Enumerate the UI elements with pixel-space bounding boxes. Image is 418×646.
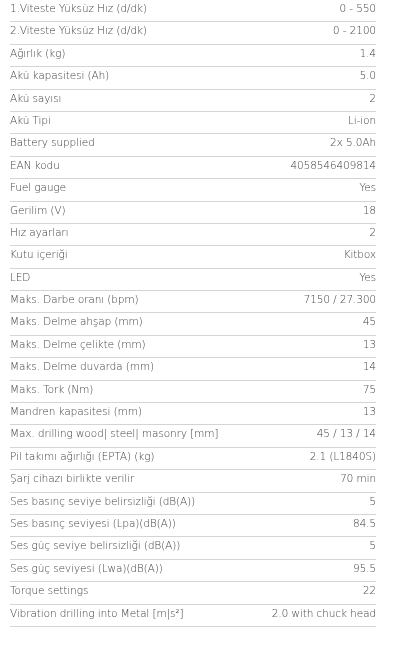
spec-label: 2.Viteste Yüksüz Hız (d/dk): [10, 25, 147, 38]
spec-row: [10, 22, 376, 44]
spec-label: EAN kodu: [10, 159, 60, 172]
spec-label: Ses güç seviye belirsizliği (dB(A)): [10, 540, 181, 553]
spec-label: Akü kapasitesi (Ah): [10, 70, 110, 83]
spec-row: [10, 90, 376, 112]
spec-label: Ses basınç seviye belirsizliği (dB(A)): [10, 495, 196, 508]
spec-row: [10, 269, 376, 291]
spec-label: Battery supplied: [10, 137, 95, 150]
spec-label: Ağırlık (kg): [10, 47, 66, 60]
spec-row: [10, 0, 376, 22]
spec-row: [10, 381, 376, 403]
spec-value: 5: [369, 495, 376, 508]
spec-label: Maks. Delme çelikte (mm): [10, 338, 146, 351]
spec-value: Li-ion: [348, 114, 376, 127]
spec-value: 4058546409814: [290, 159, 376, 172]
spec-label: 1.Viteste Yüksüz Hız (d/dk): [10, 3, 147, 15]
specifications-table: [10, 0, 376, 627]
spec-label: Pil takımı ağırlığı (EPTA) (kg): [10, 450, 155, 463]
spec-row: [10, 336, 376, 358]
spec-value: 70 min: [340, 473, 376, 486]
spec-label: Mandren kapasitesi (mm): [10, 406, 142, 419]
spec-row: [10, 112, 376, 134]
spec-value: 2x 5.0Ah: [330, 137, 376, 150]
spec-value: 2.0 with chuck head: [271, 607, 376, 620]
spec-row: [10, 358, 376, 380]
spec-label: Kutu içeriği: [10, 249, 68, 262]
spec-value: 13: [362, 338, 376, 351]
spec-row: [10, 537, 376, 559]
spec-row: [10, 179, 376, 201]
spec-value: Yes: [359, 182, 376, 195]
spec-value: 84.5: [353, 517, 376, 530]
spec-value: 45: [362, 316, 376, 329]
spec-row: [10, 313, 376, 335]
spec-row: [10, 157, 376, 179]
spec-label: Vibration drilling into Metal [m|s²]: [10, 607, 184, 620]
spec-row: [10, 425, 376, 447]
spec-row: [10, 403, 376, 425]
spec-value: Yes: [359, 271, 376, 284]
spec-value: 18: [362, 204, 376, 217]
spec-row: [10, 582, 376, 604]
spec-value: 14: [362, 361, 376, 374]
spec-value: 95.5: [353, 562, 376, 575]
spec-value: 75: [362, 383, 376, 396]
spec-value: 7150 / 27.300: [303, 294, 376, 307]
spec-value: 2: [369, 226, 376, 239]
spec-label: Ses güç seviyesi (Lwa)(dB(A)): [10, 562, 163, 575]
spec-label: Akü Tipi: [10, 114, 51, 127]
spec-label: Hız ayarları: [10, 226, 69, 239]
spec-label: Şarj cihazı birlikte verilir: [10, 473, 135, 486]
spec-row: [10, 45, 376, 67]
spec-label: Fuel gauge: [10, 182, 66, 195]
spec-row: [10, 560, 376, 582]
spec-row: [10, 605, 376, 627]
spec-value: 2.1 (L1840S): [309, 450, 376, 463]
spec-value: Kitbox: [343, 249, 376, 262]
spec-label: Gerilim (V): [10, 204, 66, 217]
spec-row: [10, 493, 376, 515]
spec-label: LED: [10, 271, 31, 284]
spec-value: 5: [369, 540, 376, 553]
spec-label: Maks. Darbe oranı (bpm): [10, 294, 139, 307]
spec-value: 45 / 13 / 14: [316, 428, 376, 441]
spec-value: 0 - 550: [339, 3, 376, 15]
spec-value: 5.0: [359, 70, 376, 83]
spec-row: [10, 291, 376, 313]
spec-row: [10, 202, 376, 224]
spec-row: [10, 470, 376, 492]
spec-value: 22: [362, 585, 376, 598]
spec-value: 13: [362, 406, 376, 419]
spec-value: 2: [369, 92, 376, 105]
spec-label: Torque settings: [10, 585, 89, 598]
spec-label: Max. drilling wood| steel| masonry [mm]: [10, 428, 219, 441]
spec-label: Akü sayısı: [10, 92, 62, 105]
spec-row: [10, 134, 376, 156]
spec-row: [10, 67, 376, 89]
spec-label: Maks. Delme duvarda (mm): [10, 361, 154, 374]
spec-row: [10, 224, 376, 246]
spec-row: [10, 515, 376, 537]
spec-value: 1.4: [359, 47, 376, 60]
spec-label: Maks. Tork (Nm): [10, 383, 94, 396]
spec-row: [10, 448, 376, 470]
spec-value: 0 - 2100: [332, 25, 376, 38]
spec-row: [10, 246, 376, 268]
spec-label: Ses basınç seviyesi (Lpa)(dB(A)): [10, 517, 176, 530]
spec-label: Maks. Delme ahşap (mm): [10, 316, 143, 329]
